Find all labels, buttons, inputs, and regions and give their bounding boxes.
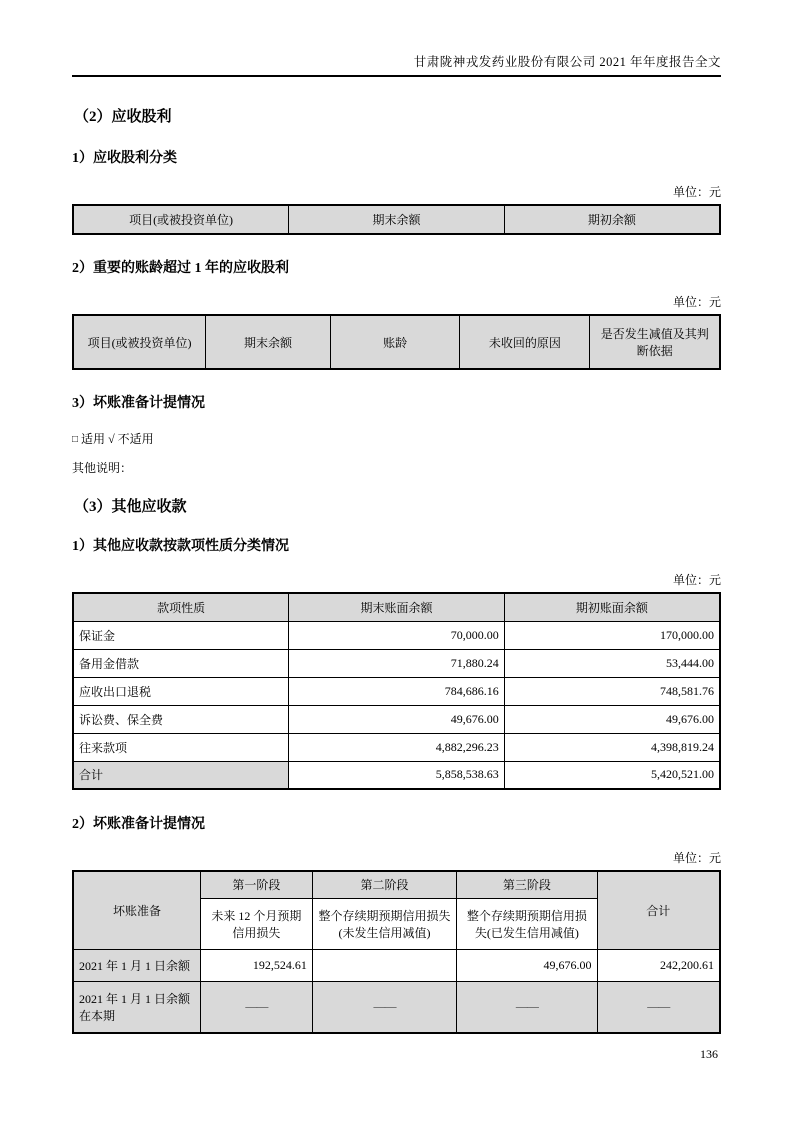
col-header-ending-book-balance: 期末账面余额 xyxy=(289,593,505,621)
stage1-value: 192,524.61 xyxy=(200,949,312,981)
section-dividends-receivable-title: （2）应收股利 xyxy=(74,109,172,125)
section-nature-classification-title: 1）其他应收款按款项性质分类情况 xyxy=(72,539,289,554)
ending-balance-value: 784,686.16 xyxy=(289,677,505,705)
unit-label-4: 单位：元 xyxy=(672,851,721,865)
row-label: 诉讼费、保全费 xyxy=(73,705,289,733)
table-header-row xyxy=(73,205,720,234)
table-row xyxy=(73,621,720,649)
col-header-project: 项目(或被投资单位) xyxy=(73,315,206,369)
stage2-value: —— xyxy=(312,981,456,1033)
section-baddebt-provision-title: 2）坏账准备计提情况 xyxy=(72,817,205,832)
ending-balance-value: 71,880.24 xyxy=(289,649,505,677)
total-value: —— xyxy=(597,981,720,1033)
total-ending-balance-value: 5,858,538.63 xyxy=(289,761,505,789)
beginning-balance-value: 53,444.00 xyxy=(504,649,720,677)
table-row xyxy=(73,677,720,705)
section-dividends-aging-title: 2）重要的账龄超过 1 年的应收股利 xyxy=(72,261,289,276)
table-row xyxy=(73,733,720,761)
row-label: 2021 年 1 月 1 日余额 xyxy=(73,949,200,981)
subheader-stage2: 整个存续期预期信用损失(未发生信用减值) xyxy=(312,898,456,949)
beginning-balance-value: 4,398,819.24 xyxy=(504,733,720,761)
corner-header-baddebt: 坏账准备 xyxy=(73,871,200,949)
row-label: 往来款项 xyxy=(73,733,289,761)
total-value: 242,200.61 xyxy=(597,949,720,981)
stage-header-row xyxy=(73,871,720,898)
beginning-balance-value: 170,000.00 xyxy=(504,621,720,649)
row-label: 备用金借款 xyxy=(73,649,289,677)
beginning-balance-value: 748,581.76 xyxy=(504,677,720,705)
checkbox-unchecked-icon: □ xyxy=(72,434,79,445)
not-applicable-label: 不适用 xyxy=(117,432,154,446)
ending-balance-value: 70,000.00 xyxy=(289,621,505,649)
applicable-statement xyxy=(72,431,721,449)
ending-balance-value: 4,882,296.23 xyxy=(289,733,505,761)
section-dividends-classification-title: 1）应收股利分类 xyxy=(72,151,177,166)
col-header-ending-balance: 期末余额 xyxy=(289,205,505,234)
col-header-ending-balance: 期末余额 xyxy=(206,315,331,369)
table-header-row xyxy=(73,593,720,621)
beginning-balance-value: 49,676.00 xyxy=(504,705,720,733)
row-label: 保证金 xyxy=(73,621,289,649)
col-header-uncollected-reason: 未收回的原因 xyxy=(460,315,590,369)
table-row xyxy=(73,649,720,677)
col-header-total: 合计 xyxy=(597,871,720,949)
col-header-beginning-book-balance: 期初账面余额 xyxy=(504,593,720,621)
row-label: 应收出口退税 xyxy=(73,677,289,705)
col-header-impairment-judgement: 是否发生减值及其判断依据 xyxy=(590,315,720,369)
table-header-row xyxy=(73,315,720,369)
table-row xyxy=(73,705,720,733)
section-other-receivables-title: （3）其他应收款 xyxy=(74,499,187,515)
col-header-nature: 款项性质 xyxy=(73,593,289,621)
unit-label-1: 单位：元 xyxy=(672,185,721,199)
report-header-title: 甘肃陇神戎发药业股份有限公司 2021 年年度报告全文 xyxy=(413,55,721,69)
other-receivables-nature-table xyxy=(72,592,721,790)
stage3-value: 49,676.00 xyxy=(457,949,597,981)
unit-label-2: 单位：元 xyxy=(672,295,721,309)
total-row xyxy=(73,761,720,789)
col-header-stage2: 第二阶段 xyxy=(312,871,456,898)
subheader-stage1: 未来 12 个月预期信用损失 xyxy=(200,898,312,949)
subheader-stage3: 整个存续期预期信用损失(已发生信用减值) xyxy=(457,898,597,949)
table-row xyxy=(73,949,720,981)
stage1-value: —— xyxy=(200,981,312,1033)
ending-balance-value: 49,676.00 xyxy=(289,705,505,733)
col-header-beginning-balance: 期初余额 xyxy=(504,205,720,234)
other-note-label: 其他说明： xyxy=(72,461,133,475)
checkmark-icon: √ xyxy=(108,432,115,446)
col-header-project: 项目(或被投资单位) xyxy=(73,205,289,234)
row-label: 2021 年 1 月 1 日余额在本期 xyxy=(73,981,200,1033)
applicable-label: 适用 xyxy=(81,432,106,446)
header-divider xyxy=(72,75,721,77)
total-beginning-balance-value: 5,420,521.00 xyxy=(504,761,720,789)
stage3-value: —— xyxy=(457,981,597,1033)
stage2-value xyxy=(312,949,456,981)
col-header-stage1: 第一阶段 xyxy=(200,871,312,898)
col-header-stage3: 第三阶段 xyxy=(457,871,597,898)
baddebt-provision-stage-table xyxy=(72,870,721,1034)
table-row xyxy=(73,981,720,1033)
total-row-label: 合计 xyxy=(73,761,289,789)
col-header-aging: 账龄 xyxy=(330,315,459,369)
unit-label-3: 单位：元 xyxy=(672,573,721,587)
dividends-classification-table xyxy=(72,204,721,235)
page-number: 136 xyxy=(700,1047,718,1061)
section-dividends-baddebt-title: 3）坏账准备计提情况 xyxy=(72,396,205,411)
dividends-aging-table xyxy=(72,314,721,370)
